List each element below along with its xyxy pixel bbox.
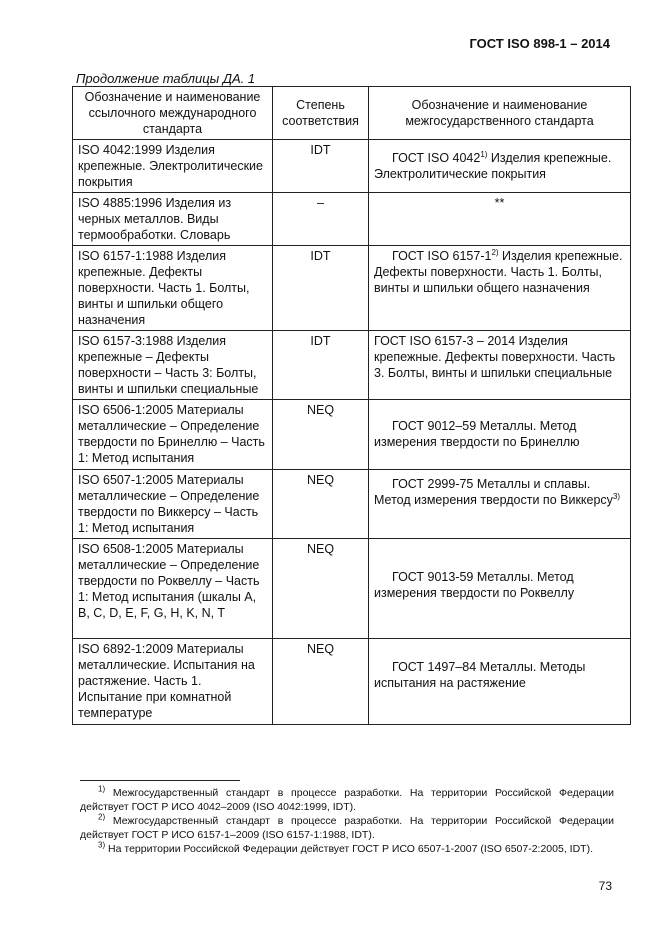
table-row <box>73 193 631 246</box>
header-degree: Степень соответствия <box>273 87 369 140</box>
table-row <box>73 539 631 639</box>
table-row <box>73 331 631 400</box>
national-standard-cell: ** <box>369 193 631 246</box>
degree-cell: NEQ <box>273 400 369 470</box>
table-row <box>73 140 631 193</box>
national-standard-text-rest: Изделия крепежные. Электролитические покрытия <box>374 151 612 181</box>
footnote-ref: 3) <box>612 491 621 501</box>
national-standard-cell <box>369 140 631 193</box>
intl-standard-cell: ISO 4885:1996 Изделия из черных металлов. Виды термообработки. Словарь <box>73 193 273 246</box>
footnote-mark: 3) <box>98 840 106 850</box>
national-standard-text: ГОСТ ISO 6157-1 <box>392 249 492 263</box>
footnote-divider <box>80 780 240 781</box>
degree-cell: NEQ <box>273 470 369 539</box>
intl-standard-cell: ISO 6157-3:1988 Изделия крепежные – Дефекты поверхности – Часть 3: Болты, винты и шпильки специальные <box>73 331 273 400</box>
standards-table <box>72 86 631 725</box>
table-caption: Продолжение таблицы ДА. 1 <box>76 71 256 86</box>
table-header-row <box>73 87 631 140</box>
table-row <box>73 246 631 331</box>
national-standard-text: ГОСТ 2999-75 Металлы и сплавы. Метод измерения твердости по Виккерсу <box>374 477 613 507</box>
degree-cell: IDT <box>273 140 369 193</box>
header-intl-standard: Обозначение и наименование ссылочного международного стандарта <box>73 87 273 140</box>
document-code: ГОСТ ISO 898-1 – 2014 <box>469 36 610 51</box>
national-standard-text: ГОСТ ISO 4042 <box>392 151 481 165</box>
national-standard-cell <box>369 246 631 331</box>
footnote-mark: 1) <box>98 784 106 794</box>
footnote-text: Межгосударственный стандарт в процессе разработки. На территории Российской Федерации действует ГОСТ Р ИСО 4042–2009 (ISO 4042:1999, IDT). <box>80 787 614 813</box>
footnote-2 <box>80 814 614 842</box>
footnote-3 <box>80 842 614 856</box>
intl-standard-cell: ISO 6157-1:1988 Изделия крепежные. Дефекты поверхности. Часть 1. Болты, винты и шпильки общего назначения <box>73 246 273 331</box>
degree-cell: NEQ <box>273 539 369 639</box>
national-standard-cell <box>369 470 631 539</box>
header-national-standard: Обозначение и наименование межгосударственного стандарта <box>369 87 631 140</box>
footnote-1 <box>80 786 614 814</box>
degree-cell: IDT <box>273 331 369 400</box>
table-row <box>73 470 631 539</box>
national-standard-cell: ГОСТ 1497–84 Металлы. Методы испытания на растяжение <box>369 639 631 725</box>
intl-standard-cell: ISO 6508-1:2005 Материалы металлические – Определение твердости по Роквеллу – Часть 1: Метод испытания (шкалы A, B, C, D, E, F, G, H, K, N, T <box>73 539 273 639</box>
national-standard-text-rest: Изделия крепежные. Дефекты поверхности. Часть 1. Болты, винты и шпильки общего назначения <box>374 249 623 295</box>
page-number: 73 <box>598 879 612 893</box>
intl-standard-cell: ISO 6507-1:2005 Материалы металлические – Определение твердости по Виккерсу – Часть 1: Метод испытания <box>73 470 273 539</box>
degree-cell: – <box>273 193 369 246</box>
intl-standard-cell: ISO 4042:1999 Изделия крепежные. Электролитические покрытия <box>73 140 273 193</box>
footnote-ref: 1) <box>480 149 488 159</box>
footnote-mark: 2) <box>98 812 106 822</box>
degree-cell: IDT <box>273 246 369 331</box>
national-standard-cell: ГОСТ ISO 6157-3 – 2014 Изделия крепежные. Дефекты поверхности. Часть 3. Болты, винты и шпильки специальные <box>369 331 631 400</box>
national-standard-cell: ГОСТ 9012–59 Металлы. Метод измерения твердости по Бринеллю <box>369 400 631 470</box>
degree-cell: NEQ <box>273 639 369 725</box>
footnotes <box>80 786 614 856</box>
intl-standard-cell: ISO 6506-1:2005 Материалы металлические – Определение твердости по Бринеллю – Часть 1: Метод испытания <box>73 400 273 470</box>
intl-standard-cell: ISO 6892-1:2009 Материалы металлические. Испытания на растяжение. Часть 1. Испытание при комнатной температуре <box>73 639 273 725</box>
table-row <box>73 400 631 470</box>
table-row <box>73 639 631 725</box>
national-standard-cell: ГОСТ 9013-59 Металлы. Метод измерения твердости по Роквеллу <box>369 539 631 639</box>
footnote-text: Межгосударственный стандарт в процессе разработки. На территории Российской Федерации действует ГОСТ Р ИСО 6157-1–2009 (ISO 6157-1:1988, IDT). <box>80 815 614 841</box>
footnote-ref: 2) <box>491 247 499 257</box>
footnote-text: На территории Российской Федерации действует ГОСТ Р ИСО 6507-1-2007 (ISO 6507-2:2005, IDT). <box>105 843 593 855</box>
